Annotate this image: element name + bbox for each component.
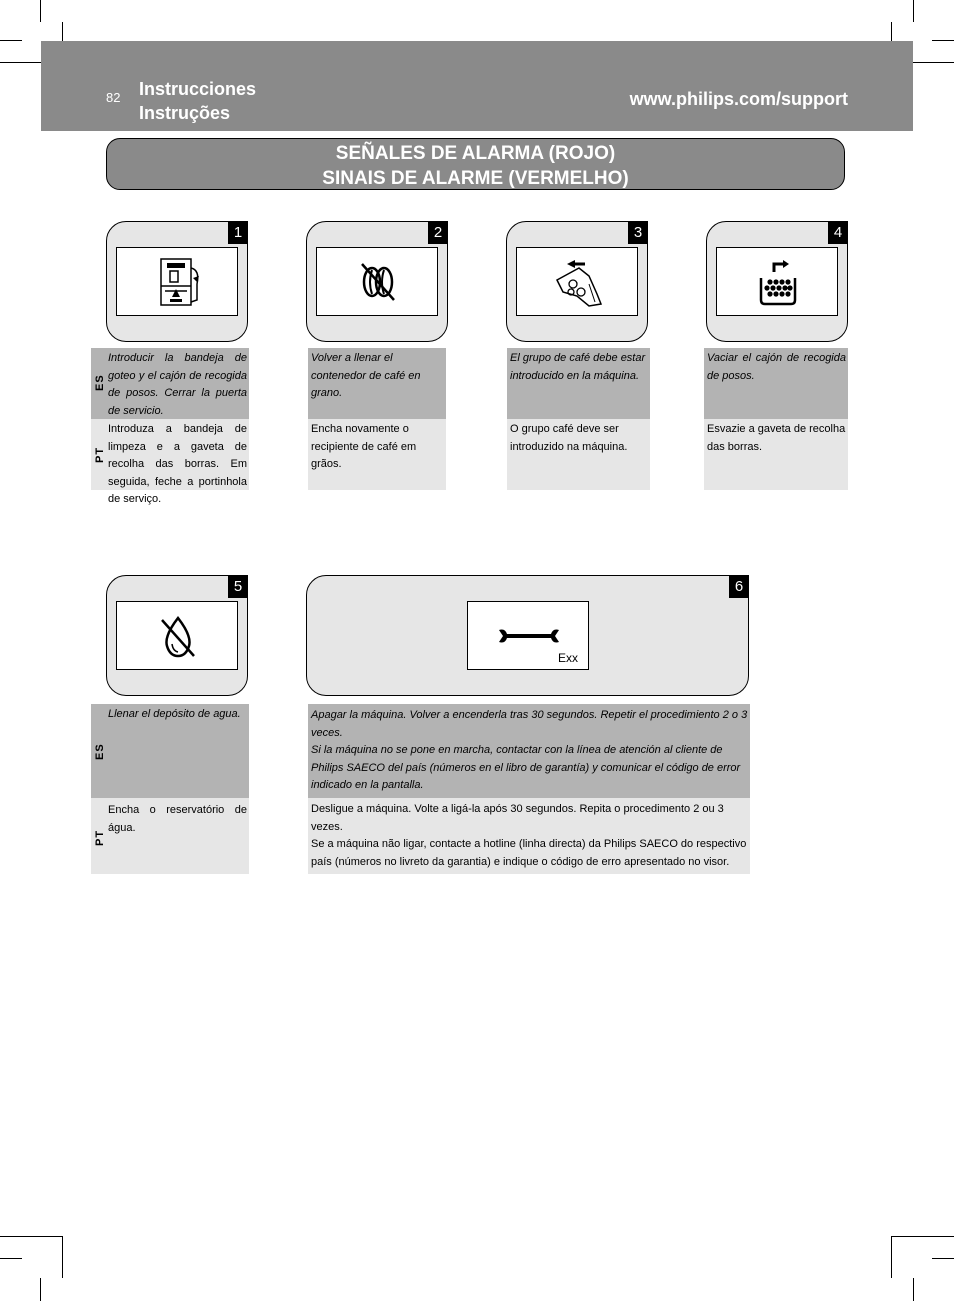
alarm-3-text-es <box>507 348 650 419</box>
alarm-4-text-es <box>704 348 848 419</box>
crop-mark <box>40 1278 41 1301</box>
display-screen <box>716 247 838 316</box>
alarm-6-text-pt <box>308 798 750 874</box>
header-title-es: Instrucciones <box>139 79 257 99</box>
alarm-2-pt: Encha novamente o recipiente de café em grãos. <box>311 423 417 470</box>
display-screen <box>516 247 638 316</box>
alarm-card-2 <box>306 221 448 342</box>
alarm-number-badge: 4 <box>828 221 848 244</box>
alarm-number-badge: 1 <box>228 221 248 244</box>
display-screen <box>116 601 238 670</box>
alarm-6-pt-contact: Se a máquina não ligar, contacte a hotline (linha directa) da Philips SAECO do respectivo país (números no livreto da garantia) e indique o código de erro apresentado no visor. <box>311 838 747 868</box>
display-screen <box>467 601 589 670</box>
alarm-3-text-pt <box>507 419 650 490</box>
no-coffee-beans-icon <box>356 258 400 306</box>
section-banner <box>106 138 845 190</box>
crop-mark <box>0 1236 62 1237</box>
crop-mark <box>892 1236 954 1237</box>
alarm-1-pt: Introduza a bandeja de limpeza e a gaveta de recolha das borras. Em seguida, feche a portinhola de serviço. <box>108 423 247 505</box>
error-code-text: Exx <box>557 651 578 665</box>
alarm-card-1 <box>106 221 248 342</box>
alarm-number-badge: 6 <box>729 575 749 598</box>
lang-label-pt: PT <box>94 446 106 463</box>
no-water-drop-icon <box>158 614 198 660</box>
wrench-icon <box>497 626 561 646</box>
alarm-number-badge: 2 <box>428 221 448 244</box>
display-screen <box>116 247 238 316</box>
alarm-4-pt: Esvazie a gaveta de recolha das borras. <box>707 423 846 453</box>
alarm-5-text-es <box>91 704 249 798</box>
alarm-6-text-es <box>308 704 750 798</box>
alarm-6-es-step: Apagar la máquina. Volver a encenderla tras 30 segundos. Repetir el procedimiento 2 o 3 veces. <box>311 709 748 739</box>
alarm-2-es: Volver a llenar el contenedor de café en grano. <box>311 352 421 399</box>
display-screen <box>316 247 438 316</box>
alarm-card-4 <box>706 221 848 342</box>
brew-group-insert-icon <box>549 254 609 310</box>
alarm-3-pt: O grupo café deve ser introduzido na máquina. <box>510 423 628 453</box>
alarm-1-es: Introducir la bandeja de goteo y el cajón de recogida de posos. Cerrar la puerta de servicio. <box>108 352 247 417</box>
crop-mark <box>40 0 41 22</box>
banner-title-es: SEÑALES DE ALARMA (ROJO) <box>335 143 616 164</box>
alarm-4-es: Vaciar el cajón de recogida de posos. <box>707 352 846 382</box>
alarm-5-text-pt <box>91 798 249 874</box>
empty-grounds-drawer-icon <box>756 256 800 308</box>
header-title-pt: Instruções <box>139 103 231 123</box>
crop-mark <box>932 1258 954 1259</box>
page-number: 82 <box>106 90 121 105</box>
alarm-card-3 <box>506 221 648 342</box>
machine-door-drip-tray-icon <box>153 256 203 308</box>
alarm-2-text-pt <box>308 419 446 490</box>
lang-label-es: ES <box>94 374 106 391</box>
alarm-3-es: El grupo de café debe estar introducido en la máquina. <box>510 352 646 382</box>
alarm-number-badge: 3 <box>628 221 648 244</box>
crop-mark <box>891 1236 892 1278</box>
alarm-6-pt-step: Desligue a máquina. Volte a ligá-la após 30 segundos. Repita o procedimento 2 ou 3 vezes. <box>311 803 724 833</box>
lang-label-pt: PT <box>94 829 106 846</box>
alarm-2-text-es <box>308 348 446 419</box>
banner-title-pt: SINAIS DE ALARME (VERMELHO) <box>322 168 629 189</box>
crop-mark <box>0 1258 22 1259</box>
alarm-5-es: Llenar el depósito de agua. <box>108 708 241 720</box>
alarm-1-text-pt <box>91 419 249 505</box>
alarm-card-6 <box>306 575 749 696</box>
crop-mark <box>913 1278 914 1301</box>
crop-mark <box>0 40 22 41</box>
alarm-4-text-pt <box>704 419 848 490</box>
lang-label-es: ES <box>94 743 106 760</box>
alarm-5-pt: Encha o reservatório de água. <box>108 804 247 834</box>
crop-mark <box>913 0 914 22</box>
support-url: www.philips.com/support <box>629 89 848 109</box>
alarm-number-badge: 5 <box>228 575 248 598</box>
crop-mark <box>62 1236 63 1278</box>
crop-mark <box>932 40 954 41</box>
alarm-1-text-es <box>91 348 249 419</box>
alarm-card-5 <box>106 575 248 696</box>
alarm-6-es-contact: Si la máquina no se pone en marcha, contactar con la línea de atención al cliente de Philips SAECO del país (números en el libro de garantía) y comunicar el código de error indicado en la pantalla. <box>311 744 741 791</box>
